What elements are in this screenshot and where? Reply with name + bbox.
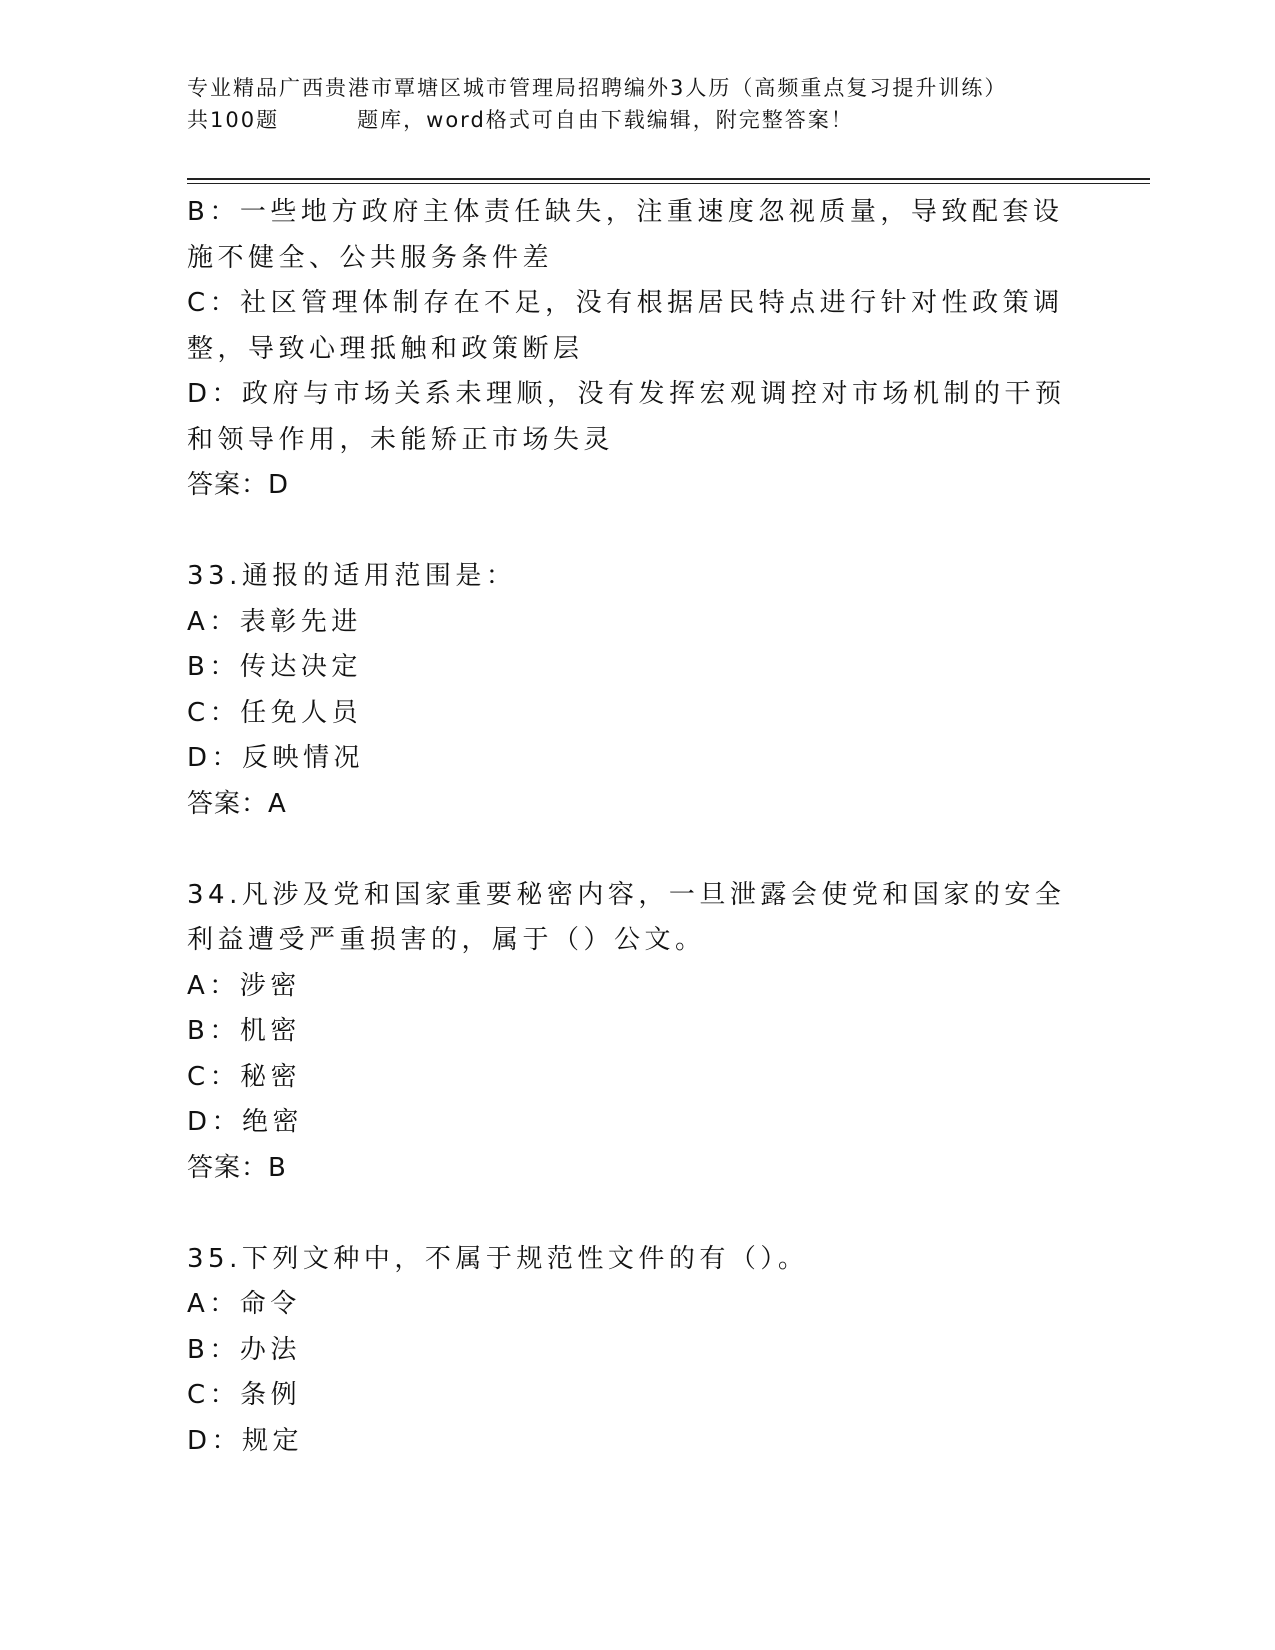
option-c: C：条例 [187, 1380, 302, 1410]
header-title-line2: 共100题 题库，word格式可自由下载编辑，附完整答案！ [187, 108, 854, 132]
header-divider-thin [187, 183, 1150, 184]
option-d: D：反映情况 [187, 743, 365, 773]
document-header [187, 72, 1087, 136]
answer-line: 答案：B [187, 1152, 287, 1183]
document-body [187, 190, 1087, 1464]
option-c: C：秘密 [187, 1061, 302, 1092]
question-33 [187, 554, 1087, 827]
header-divider-thick [187, 178, 1150, 180]
question-35 [187, 1237, 1087, 1465]
question-stem: 35.下列文种中，不属于规范性文件的有（）。 [187, 1243, 809, 1274]
question-stem: 33.通报的适用范围是： [187, 561, 517, 591]
question-34 [187, 873, 1087, 1192]
spacer [187, 827, 1087, 873]
option-d: D：绝密 [187, 1107, 304, 1137]
option-c: C：社区管理体制存在不足，没有根据居民特点进行针对性政策调整，导致心理抵触和政策断层 [187, 288, 1064, 364]
answer-line: 答案：D [187, 470, 290, 500]
spacer [187, 509, 1087, 555]
header-title-line1: 专业精品广西贵港市覃塘区城市管理局招聘编外3人历（高频重点复习提升训练） [187, 76, 1008, 100]
option-a: A：涉密 [187, 970, 301, 1001]
question-32-continued [187, 190, 1087, 509]
answer-line: 答案：A [187, 788, 287, 819]
option-b: B：机密 [187, 1016, 301, 1046]
option-b: B：一些地方政府主体责任缺失，注重速度忽视质量，导致配套设施不健全、公共服务条件差 [187, 197, 1064, 273]
option-b: B：办法 [187, 1334, 301, 1365]
option-b: B：传达决定 [187, 652, 362, 682]
option-a: A：命令 [187, 1289, 301, 1319]
option-c: C：任免人员 [187, 697, 363, 728]
option-d: D：政府与市场关系未理顺，没有发挥宏观调控对市场机制的干预和领导作用，未能矫正市场失灵 [187, 379, 1066, 455]
option-d: D：规定 [187, 1425, 304, 1456]
spacer [187, 1191, 1087, 1237]
option-a: A：表彰先进 [187, 606, 362, 637]
question-stem: 34.凡涉及党和国家重要秘密内容，一旦泄露会使党和国家的安全利益遭受严重损害的，属于（）公文。 [187, 879, 1066, 955]
